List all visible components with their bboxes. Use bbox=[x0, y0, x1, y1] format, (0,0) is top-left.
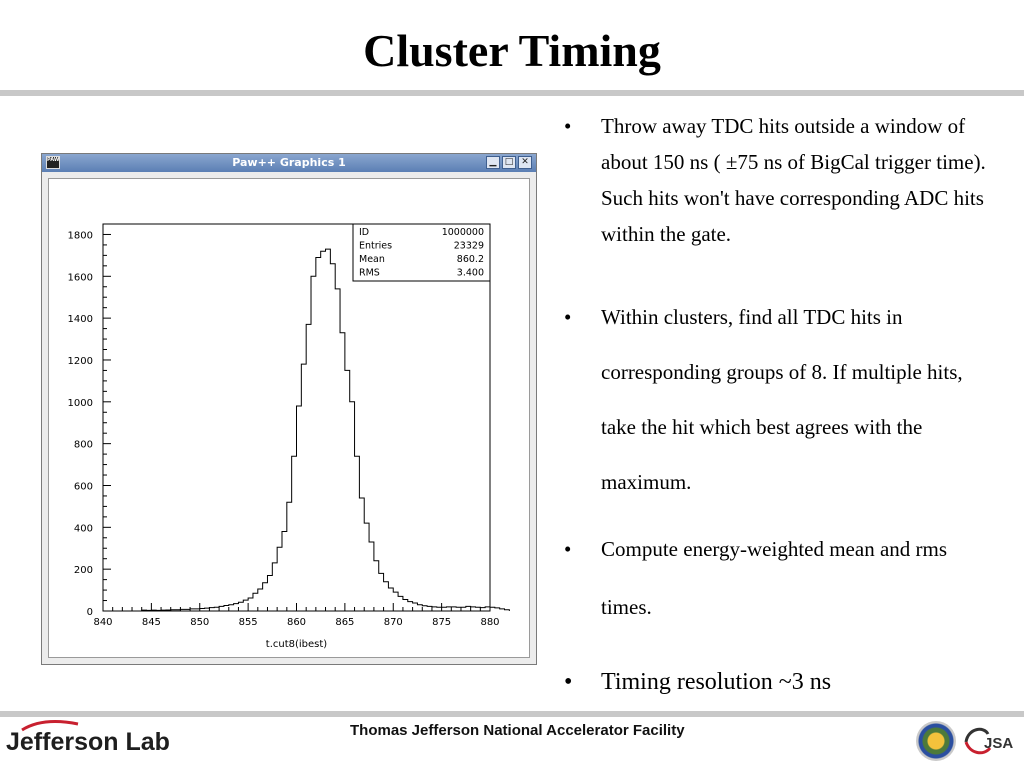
y-tick-label: 1000 bbox=[67, 397, 93, 409]
bullet-text: Compute energy-weighted mean and rms times. bbox=[601, 537, 948, 619]
x-tick-label: 865 bbox=[335, 617, 355, 628]
facility-name: Thomas Jefferson National Accelerator Facility bbox=[350, 722, 685, 739]
histogram-series-line bbox=[142, 249, 510, 611]
y-tick-label: 0 bbox=[86, 607, 93, 618]
y-tick-label: 200 bbox=[73, 565, 93, 577]
stats-value: 23329 bbox=[453, 240, 484, 252]
y-tick-label: 800 bbox=[73, 439, 93, 451]
stats-box bbox=[353, 224, 490, 281]
close-icon[interactable]: ✕ bbox=[518, 156, 532, 169]
bullet-text: Within clusters, find all TDC hits in corresponding groups of 8. If multiple hits, take the hit which best agrees with the maximum. bbox=[601, 305, 963, 494]
y-tick-label: 1200 bbox=[67, 355, 93, 367]
bullet-symbol: • bbox=[564, 537, 572, 561]
paw-graphics-window[interactable] bbox=[41, 153, 537, 665]
x-axis-label: t.cut8(ibest) bbox=[265, 639, 328, 650]
footer-divider bbox=[0, 711, 1024, 717]
maximize-icon[interactable]: □ bbox=[502, 156, 516, 169]
x-tick-label: 850 bbox=[190, 617, 210, 628]
x-tick-label: 845 bbox=[141, 617, 161, 628]
stats-value: 3.400 bbox=[456, 267, 484, 279]
x-tick-label: 870 bbox=[383, 617, 403, 628]
plot-canvas bbox=[48, 178, 530, 658]
bullet-symbol: • bbox=[564, 114, 572, 138]
y-tick-label: 1600 bbox=[67, 272, 93, 284]
window-titlebar[interactable] bbox=[42, 154, 536, 172]
x-tick-label: 880 bbox=[480, 617, 500, 628]
stats-value: 1000000 bbox=[441, 227, 484, 238]
minimize-icon[interactable]: ▁ bbox=[486, 156, 500, 169]
y-tick-label: 1400 bbox=[67, 314, 93, 326]
bullet-text: Timing resolution ~3 ns bbox=[601, 669, 832, 695]
x-tick-label: 860 bbox=[286, 617, 307, 628]
window-title: Paw++ Graphics 1 bbox=[232, 156, 346, 169]
title-divider bbox=[0, 90, 1024, 96]
bullet-text: Throw away TDC hits outside a window of about 150 ns ( ±75 ns of BigCal trigger time). Such hits won't have corresponding ADC hits within the gate. bbox=[601, 114, 986, 246]
stats-label: Mean bbox=[359, 254, 385, 265]
x-tick-label: 875 bbox=[432, 617, 452, 628]
y-tick-label: 1800 bbox=[67, 230, 93, 242]
bullet-symbol: • bbox=[564, 669, 573, 695]
jefferson-lab-logo: Jefferson Lab bbox=[6, 728, 170, 756]
x-tick-label: 855 bbox=[238, 617, 258, 628]
paw-app-icon[interactable]: PAW bbox=[46, 156, 60, 169]
doe-seal-icon bbox=[916, 721, 956, 761]
stats-value: 860.2 bbox=[456, 254, 484, 265]
x-tick-label: 840 bbox=[93, 617, 113, 628]
stats-label: Entries bbox=[359, 240, 393, 252]
stats-label: ID bbox=[359, 227, 370, 238]
histogram-chart bbox=[49, 179, 531, 659]
bullet-symbol: • bbox=[564, 305, 572, 329]
jsa-text: JSA bbox=[984, 735, 1014, 752]
y-tick-label: 600 bbox=[73, 481, 93, 493]
slide-title: Cluster Timing bbox=[363, 25, 661, 76]
y-tick-label: 400 bbox=[73, 523, 93, 535]
jsa-logo bbox=[962, 720, 1022, 762]
stats-label: RMS bbox=[359, 267, 380, 279]
